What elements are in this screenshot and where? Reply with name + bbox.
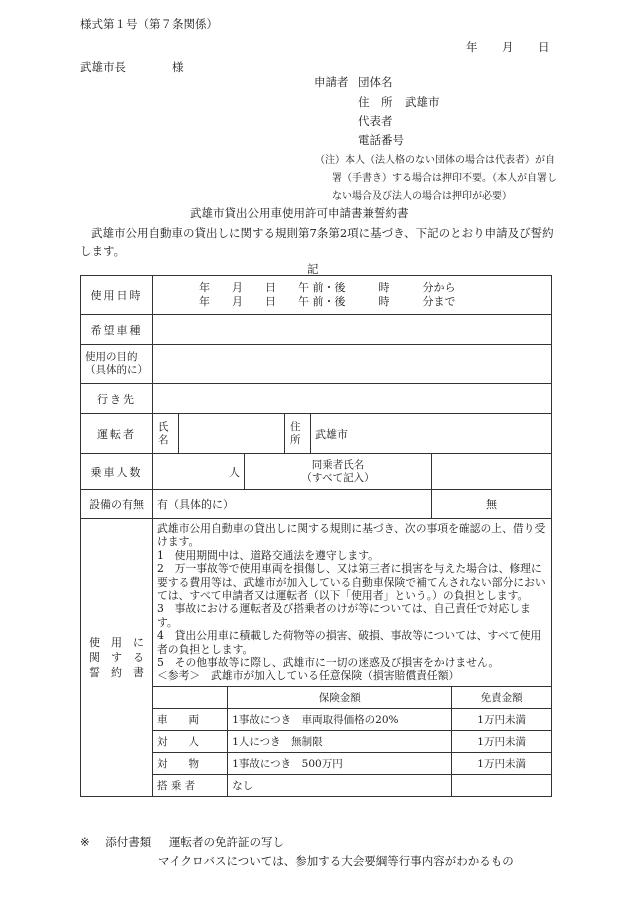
insurance-header-row <box>153 686 551 708</box>
seal-note-line1: （注）本人（法人格のない団体の場合は代表者）が自 <box>315 155 555 166</box>
companions-label <box>245 454 432 490</box>
passenger-unit: 人 <box>229 465 240 479</box>
intro-paragraph: 武雄市公用自動車の貸出しに関する規則第7条第2項に基づき、下記のとおり申請及び誓約します。 <box>80 226 554 258</box>
insurance-header-amount: 保険金額 <box>228 686 452 708</box>
insurance-category: 車 両 <box>153 708 228 730</box>
insurance-row <box>153 752 551 774</box>
pledge-item-5: 5 その他事故等に際し、武雄市に一切の迷惑及び損害をかけません。 <box>157 656 500 670</box>
address-label: 住 所 <box>358 95 393 109</box>
document-title: 武雄市貸出公用車使用許可申請書兼誓約書 <box>190 206 409 220</box>
seal-note-line2: 署（手書き）する場合は押印不要。（本人が自署し <box>332 173 557 184</box>
pledge-label-line3: 誓 約 書 <box>89 665 144 679</box>
applicant-label: 申請者 <box>314 75 349 89</box>
seal-note-line3: ない場合及び法人の場合は押印が必要） <box>332 191 512 202</box>
vehicle-type-label: 希望車種 <box>81 315 153 345</box>
reference-note: ＜参考＞ 武雄市が加入している任意保険（損害賠償責任額） <box>157 669 460 683</box>
pledge-text <box>153 519 551 686</box>
pledge-item-4: 4 貸出公用車に積載した荷物等の損害、破損、事故等については、すべて使用者の負担とします。 <box>157 629 542 656</box>
pledge-item-3: 3 事故における運転者及び搭乗者のけが等については、自己責任で対応します。 <box>157 602 531 629</box>
row-period <box>81 276 552 315</box>
mayor-suffix: 様 <box>172 60 184 74</box>
pledge-label <box>81 519 153 797</box>
row-passengers <box>81 454 552 490</box>
period-from: 年 月 日 午 前・後 時 分から <box>199 281 456 294</box>
pledge-label-line2: 関 す る <box>89 650 144 664</box>
equipment-no-option[interactable]: 無 <box>432 490 552 519</box>
insurance-amount: 1事故につき 500万円 <box>228 752 452 774</box>
attachment-note <box>80 834 284 850</box>
phone-label: 電話番号 <box>358 133 404 147</box>
insurance-header-blank <box>153 686 228 708</box>
insurance-amount: 1事故につき 車両取得価格の20% <box>228 708 452 730</box>
insurance-deductible: 1万円未満 <box>452 730 551 752</box>
address-value: 武雄市 <box>405 95 440 109</box>
date-day-label: 日 <box>538 40 550 54</box>
date-month-label: 月 <box>502 40 514 54</box>
attachment-item-1: 運転者の免許証の写し <box>168 835 284 849</box>
insurance-category: 対 人 <box>153 730 228 752</box>
pledge-item-2: 2 万一事故等で使用車両を損傷し、又は第三者に損害を与えた場合は、修理に要する費用等は、武雄市が加入している自動車保険で補てんされない部分においては、すべて申請者又は運転者（以下「使用者」という。）の負担とします。 <box>157 562 546 603</box>
row-driver <box>81 414 552 454</box>
insurance-deductible <box>452 774 551 796</box>
driver-address-label: 住所 <box>285 414 311 454</box>
vehicle-type-field[interactable] <box>153 315 552 345</box>
mayor-addressee: 武雄市長 <box>80 60 126 74</box>
insurance-table <box>153 686 551 796</box>
driver-address-field[interactable]: 武雄市 <box>311 414 552 454</box>
row-equipment <box>81 490 552 519</box>
purpose-label <box>81 345 153 384</box>
purpose-label-line2: （具体的に） <box>85 364 148 376</box>
date-year-label: 年 <box>466 40 478 54</box>
pledge-content <box>153 519 552 797</box>
equipment-label: 設備の有無 <box>81 490 153 519</box>
destination-label: 行き先 <box>81 384 153 414</box>
purpose-field[interactable] <box>153 345 552 384</box>
companions-field[interactable] <box>432 454 552 490</box>
application-table <box>80 275 552 797</box>
pledge-item-1: 1 使用期間中は、道路交通法を遵守します。 <box>157 548 379 562</box>
period-field[interactable] <box>153 276 552 315</box>
insurance-amount: 1人につき 無制限 <box>228 730 452 752</box>
driver-name-label: 氏名 <box>153 414 179 454</box>
ki-heading: 記 <box>307 262 319 276</box>
row-pledge <box>81 519 552 797</box>
insurance-row <box>153 730 551 752</box>
companions-label-line2: （すべて記入） <box>301 471 375 484</box>
companions-label-line1: 同乗者氏名 <box>311 458 365 471</box>
insurance-row <box>153 708 551 730</box>
insurance-row <box>153 774 551 796</box>
period-label: 使用日時 <box>81 276 153 315</box>
equipment-yes-option[interactable]: 有（具体的に） <box>153 490 432 519</box>
attachment-mark: ※ <box>80 835 90 849</box>
insurance-header-deductible: 免責金額 <box>452 686 551 708</box>
period-to: 年 月 日 午 前・後 時 分まで <box>199 295 456 308</box>
passenger-count-field[interactable] <box>153 454 245 490</box>
purpose-label-line1: 使用の目的 <box>85 351 138 363</box>
pledge-label-line1: 使 用 に <box>89 635 144 649</box>
insurance-deductible: 1万円未満 <box>452 708 551 730</box>
form-number: 様式第１号（第７条関係） <box>80 17 218 31</box>
passenger-count-label: 乗車人数 <box>81 454 153 490</box>
pledge-intro: 武雄市公用自動車の貸出しに関する規則に基づき、次の事項を確認の上、借り受けます。 <box>157 522 546 549</box>
insurance-deductible: 1万円未満 <box>452 752 551 774</box>
row-vehicle <box>81 315 552 345</box>
insurance-category: 搭 乗 者 <box>153 774 228 796</box>
driver-name-field[interactable] <box>179 414 285 454</box>
destination-field[interactable] <box>153 384 552 414</box>
row-purpose <box>81 345 552 384</box>
driver-label: 運転者 <box>81 414 153 454</box>
attachment-label: 添付書類 <box>105 835 152 849</box>
row-destination <box>81 384 552 414</box>
group-name-label: 団体名 <box>358 75 393 89</box>
insurance-category: 対 物 <box>153 752 228 774</box>
representative-label: 代表者 <box>358 114 393 128</box>
attachment-item-2: マイクロバスについては、参加する大会要綱等行事内容がわかるもの <box>158 854 514 868</box>
insurance-amount: なし <box>228 774 452 796</box>
